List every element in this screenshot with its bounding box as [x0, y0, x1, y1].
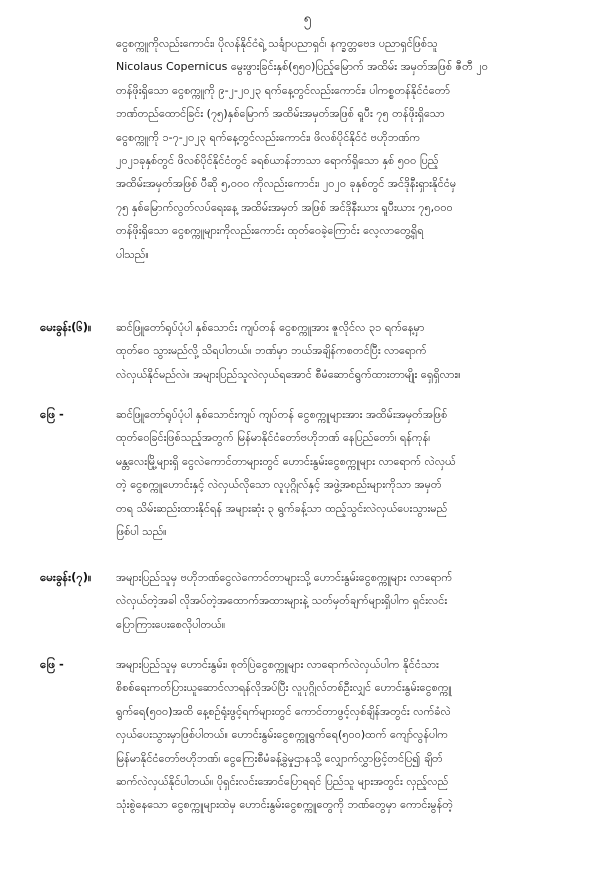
text-line: စိစစ်ရေးကတ်ပြားယူဆောင်လာရန်လိုအပ်ပြီး လူပုဂ္ဂိုလ်တစ်ဦးလျှင် ဟောင်းနွမ်းငွေစက္ကူ [116, 681, 452, 695]
text-line: အများပြည်သူမှ ဟောင်းနွမ်း၊ စုတ်ပြဲငွေစက္ကူများ လာရောက်လဲလှယ်ပါက နိုင်ငံသား [116, 658, 439, 671]
text-line: ငွေစက္ကူကို ၁-၇-၂၀၂၃ ရက်နေ့တွင်လည်းကောင်း၊ ဖိလစ်ပိုင်နိုင်ငံ ဗဟိုဘဏ်က [116, 130, 421, 144]
text-line: သုံးစွဲနေသော ငွေစက္ကူများထဲမှ ဟောင်းနွမ်းငွေစက္ကူတွေကို ဘဏ်တွေမှာ ကောင်းမွန်တဲ့ [116, 798, 453, 812]
text-line: ဆင်ဖြူတော်ရုပ်ပုံပါ နှစ်သောင်းကျပ် ကျပ်တန် ငွေစက္ကူများအား အထိမ်းအမှတ်အဖြစ် [116, 408, 448, 421]
text-line: Nicolaus Copernicus မွေးဖွားခြင်းနှစ်(၅၅၀)ပြည့်မြောက် အထိမ်း အမှတ်အဖြစ် ဇီတီ ၂၀ [116, 60, 488, 74]
question-text [116, 566, 594, 636]
text-line: လဲလှယ်တဲ့အခါ လိုအပ်တဲ့အထောက်အထားများနဲ့ သတ်မှတ်ချက်များရှိပါက ရှင်းလင်း [116, 594, 448, 608]
answer-label: ဖြေ - [40, 657, 64, 671]
text-line: ရွက်ရေ(၅၀၀)အထိ နေ့စဉ်ရုံးဖွင့်ရက်များတွင် ကောင်တာဖွင့်လှစ်ချိန်အတွင်း လက်ခံလဲ [116, 704, 451, 718]
text-line: တန်ဖိုးရှိသော ငွေစက္ကူများကိုလည်းကောင်း ထုတ်ဝေခဲ့ကြောင်း လေ့လာတွေ့ရှိရ [116, 224, 424, 238]
text-line: မြန်မာနိုင်ငံတော်ဗဟိုဘဏ်၊ ငွေကြေးစီမံခန့်ခွဲမှုဌာနသို့ လျှောက်လွှာဖြင့်တင်ပြ၍ ချိတ် [116, 751, 443, 765]
text-line: ပြောကြားပေးစေလိုပါတယ်။ [116, 617, 226, 631]
answer-text [116, 653, 594, 817]
question-label: မေးခွန်း(၆)။ [40, 320, 92, 334]
answer-text [116, 403, 594, 543]
text-line: တရ သိမ်းဆည်းထားနိုင်ရန် အများဆုံး ၃ ရွက်ခန့်သာ ထည့်သွင်းလဲလှယ်ပေးသွားမည် [116, 501, 448, 515]
text-line: လဲလှယ်နိုင်မည်လဲ။ အများပြည်သူလဲလှယ်ရအောင် စီမံဆောင်ရွက်ထားတာမျိုး ရှေရှိလား။ [116, 367, 461, 381]
text-line: တန်ဖိုးရှိသော ငွေစက္ကူကို ၉-၂-၂၀၂၃ ရက်နေ့တွင်လည်းကောင်း၊ ပါကစ္စတန်နိုင်ငံတော် [116, 83, 450, 97]
text-line: ဆင်ဖြူတော်ရုပ်ပုံပါ နှစ်သောင်း ကျပ်တန် ငွေစက္ကူအား ဇူလိုင်လ ၃၁ ရက်နေ့မှာ [116, 321, 425, 334]
answer-label: ဖြေ - [40, 407, 64, 421]
text-line: ထုတ်ဝေ သွားမည်လို့ သိရပါတယ်။ ဘဏ်မှာ ဘယ်အချိန်ကစတင်ပြီး လာရောက် [116, 344, 427, 358]
text-line: ဖြစ်ပါ သည်။ [116, 524, 167, 538]
intro-text [116, 32, 594, 266]
text-line: ဘဏ်တည်ထောင်ခြင်း (၇၅)နှစ်မြောက် အထိမ်းအမှတ်အဖြစ် ရူပီး ၇၅ တန်ဖိုးရှိသော [116, 107, 445, 121]
text-line: ပါသည်။ [116, 247, 149, 261]
text-line: အများပြည်သူမှ ဗဟိုဘဏ်ငွေလဲကောင်တာများသို့ ဟောင်းနွမ်းငွေစက္ကူများ လာရောက် [116, 571, 453, 584]
text-line: ငွေစက္ကူကိုလည်းကောင်း၊ ပိုလန်နိုင်ငံရဲ့ သင်္ချာပညာရှင်၊ နက္ခတ္တဗေဒ ပညာရှင်ဖြစ်သူ [116, 37, 438, 50]
text-line: ၂၀၂၁ခုနှစ်တွင် ဖိလစ်ပိုင်နိုင်ငံတွင် ခရစ်ယာန်ဘာသာ ရောက်ရှိသော နှစ် ၅၀၀ ပြည့် [116, 153, 439, 167]
text-line: လှယ်ပေးသွားမှာဖြစ်ပါတယ်။ ဟောင်းနွမ်းငွေစက္ကူရွက်ရေ(၅၀၀)ထက် ကျော်လွန်ပါက [116, 728, 448, 742]
text-line: ၇၅ နှစ်မြောက်လွတ်လပ်ရေးနေ့ အထိမ်းအမှတ် အဖြစ် အင်ဒိုနီးယား ရူပီးယား ၇၅,၀၀၀ [116, 200, 453, 214]
page-number: ၅ [303, 11, 312, 27]
question-text [116, 316, 594, 386]
question-label: မေးခွန်း(၇)။ [40, 570, 92, 584]
text-line: အထိမ်းအမှတ်အဖြစ် ပီဆို ၅,၀၀၀ ကိုလည်းကောင်း၊ ၂၀၂၀ ခုနှစ်တွင် အင်ဒိုနီးရှားနိုင်ငံမှ [116, 177, 457, 191]
text-line: တဲ့ ငွေစက္ကူဟောင်းနှင့် လဲလှယ်လိုသော လူပုဂ္ဂိုလ်နှင့် အဖွဲ့အစည်းများကိုသာ အမှတ် [116, 478, 442, 492]
text-line: ထုတ်ဝေခြင်းဖြစ်သည့်အတွက် မြန်မာနိုင်ငံတော်ဗဟိုဘဏ် နေပြည်တော်၊ ရန်ကုန်၊ [116, 431, 431, 445]
text-line: ဆက်လဲလှယ်နိုင်ပါတယ်။ ပိုရှင်းလင်းအောင်ပြောရရင် ပြည်သူ များအတွင်း လှည့်လည် [116, 774, 449, 788]
text-line: မန္တလေးမြို့များရှိ ငွေလဲကောင်တာများတွင် ဟောင်းနွမ်းငွေစက္ကူများ လာရောက် လဲလှယ် [116, 454, 456, 468]
